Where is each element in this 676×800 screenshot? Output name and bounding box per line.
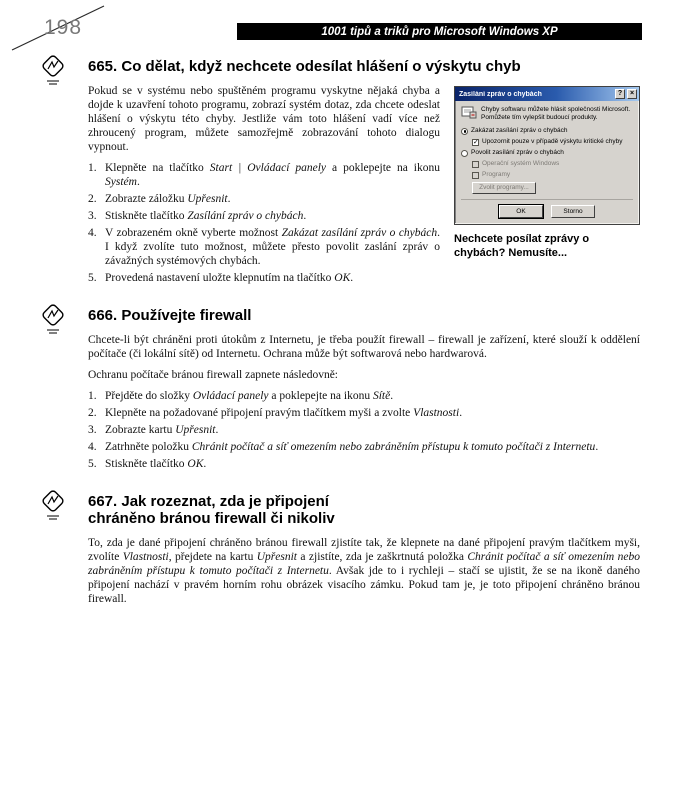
section-667-body: To, zda je dané připojení chráněno bránou firewall zjistíte tak, že klepnete na dané připojení pravým tlačítkem myši, zvolíte Vlastnosti, přejdete na kartu Upřesnit a zjistíte, zda je zaškrtnutá položka Chránit počítač a síť omezením nebo zabráněním přístupu k tomuto počítači z Internetu. Avšak jde to i rychleji – stačí se ujistit, že se na ikoně daného připojení nachází v pravém horním rohu obrázek visacího zámku. Pokud tam je, je toto připojení chráněno bránou firewall. — [88, 537, 640, 605]
section-665-heading: 665. Co dělat, když nechcete odesílat hlášení o výskytu chyb — [88, 58, 521, 75]
section-667-heading: 667. Jak rozeznat, zda je připojení chráněno bránou firewall či nikoliv — [88, 493, 335, 527]
section-666-heading: 666. Používejte firewall — [88, 307, 252, 324]
checkbox-windows-os[interactable]: Operační systém Windows — [472, 160, 633, 168]
radio-unselected-icon[interactable] — [461, 150, 468, 157]
checkbox-programs[interactable]: Programy — [472, 171, 633, 179]
section-666 — [88, 307, 640, 471]
dialog-titlebar — [455, 87, 639, 101]
tip-icon — [38, 489, 68, 523]
radio-enable-reporting[interactable]: Povolit zasílání zpráv o chybách — [461, 149, 633, 157]
cancel-button[interactable]: Storno — [551, 205, 595, 218]
book-title-bar — [237, 23, 642, 40]
page-header — [0, 0, 676, 55]
step-item: Zobrazte kartu Upřesnit. — [105, 424, 219, 436]
error-report-icon — [461, 106, 477, 120]
tip-icon — [38, 303, 68, 337]
dialog-close-button[interactable]: × — [627, 89, 637, 99]
section-667 — [88, 493, 640, 606]
dialog-title: Zasílání zpráv o chybách — [459, 90, 542, 98]
section-666-lead: Ochranu počítače bránou firewall zapnete následovně: — [88, 369, 339, 381]
step-item: Stiskněte tlačítko Zasílání zpráv o chybách. — [105, 210, 307, 222]
step-item: Provedená nastavení uložte klepnutím na tlačítko OK. — [105, 272, 354, 284]
section-666-steps — [88, 389, 640, 471]
figure-caption: Nechcete posílat zprávy o chybách? Nemusíte... — [454, 233, 590, 259]
book-title: 1001 tipů a triků pro Microsoft Windows XP — [321, 25, 558, 38]
step-item: V zobrazeném okně vyberte možnost Zakázat zasílání zpráv o chybách. I když zvolíte tuto možnost, můžete přesto povolit zaslání zpráv o závažných systémových chybách. — [105, 227, 441, 267]
section-666-intro: Chcete-li být chráněni proti útokům z Internetu, je třeba použít firewall – firewall je zařízení, které slouží k oddělení počítače (či lokální sítě) od Internetu. Ochrana může být softwarová nebo hardwarová. — [88, 334, 640, 360]
step-item: Stiskněte tlačítko OK. — [105, 458, 207, 470]
ok-button[interactable]: OK — [499, 205, 543, 218]
section-665 — [88, 58, 640, 285]
dialog-intro-text: Chyby softwaru můžete hlásit společnosti Microsoft. Pomůžete tím vylepšit budoucí produkty. — [481, 106, 631, 121]
choose-programs-button[interactable]: Zvolit programy... — [472, 182, 536, 194]
checkbox-notify-critical[interactable]: ✓ Upozornit pouze v případě výskytu kritické chyby — [473, 138, 623, 146]
step-item: Klepněte na požadované připojení pravým tlačítkem myši a zvolte Vlastnosti. — [105, 407, 463, 419]
dialog-help-button[interactable]: ? — [615, 89, 625, 99]
section-665-intro: Pokud se v systému nebo spuštěném programu vyskytne nějaká chyba a dojde k uzavření tohoto programu, zobrazí systém dotaz, zda chcete odeslat hlášení o výskytu této chyby. Jestliže vám toto hlášení vadí více než zhroucený program, můžete samozřejmě zobrazování tohoto dialogu vypnout. — [88, 85, 440, 153]
checkbox-checked-icon[interactable]: ✓ — [473, 138, 479, 146]
step-item: Zobrazte záložku Upřesnit. — [105, 193, 231, 205]
radio-disable-reporting[interactable]: Zakázat zasílání zpráv o chybách — [461, 127, 633, 135]
step-item: Zatrhněte položku Chránit počítač a síť omezením nebo zabráněním přístupu k tomuto počítači z Internetu. — [105, 441, 599, 453]
step-item: Klepněte na tlačítko Start | Ovládací panely a poklepejte na ikonu Systém. — [105, 162, 440, 188]
page-number: 198 — [44, 16, 83, 39]
radio-selected-icon[interactable] — [461, 128, 468, 135]
step-item: Přejděte do složky Ovládací panely a poklepejte na ikonu Sítě. — [105, 390, 394, 402]
tip-icon — [38, 54, 68, 88]
